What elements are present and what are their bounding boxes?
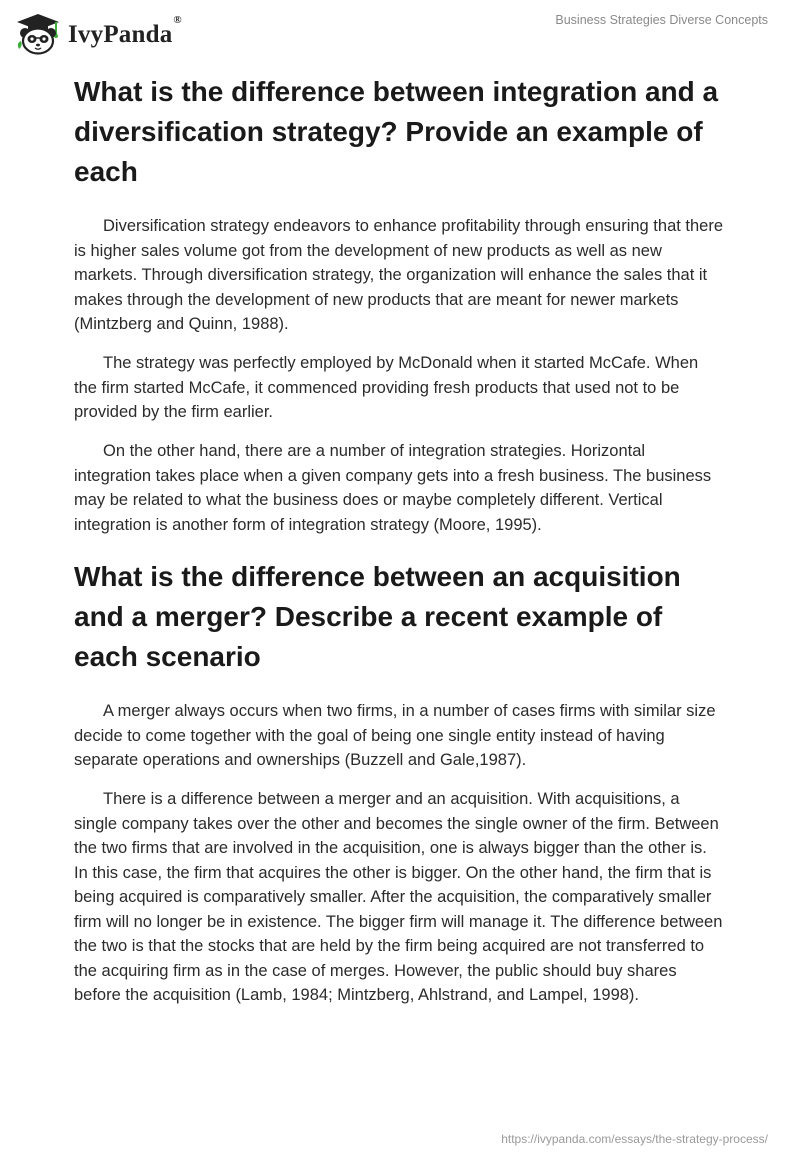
source-url-link[interactable]: https://ivypanda.com/essays/the-strategy-process/ xyxy=(501,1132,768,1146)
page-header xyxy=(0,0,800,70)
ivypanda-logo[interactable] xyxy=(14,8,182,60)
section-heading: What is the difference between an acquisition and a merger? Describe a recent example of each scenario xyxy=(74,561,681,672)
essay-content xyxy=(74,72,724,1022)
section-integration-diversification xyxy=(74,72,724,537)
document-title: Business Strategies Diverse Concepts xyxy=(555,13,768,27)
section-acquisition-merger xyxy=(74,557,724,1008)
panda-graduate-icon xyxy=(14,13,62,55)
paragraph: There is a difference between a merger and an acquisition. With acquisitions, a single company takes over the other and becomes the single owner of the firm. Between the two firms that are involved in the acquisition, one is always bigger than the other is. In this case, the firm that acquires the other is bigger. On the other hand, the firm that is being acquired is comparatively smaller. After the acquisition, the comparatively smaller firm will no longer be in existence. The bigger firm will manage it. The difference between the two is that the stocks that are held by the firm being acquired are not transferred to the acquiring firm as in the case of merges. However, the public should buy shares before the acquisition (Lamb, 1984; Mintzberg, Ahlstrand, and Lampel, 1998). xyxy=(74,790,723,1004)
registered-mark: ® xyxy=(173,13,182,26)
paragraph: On the other hand, there are a number of integration strategies. Horizontal integration takes place when a given company gets into a fresh business. The business may be related to what the business does or maybe completely different. Vertical integration is another form of integration strategy (Moore, 1995). xyxy=(74,442,712,534)
section-heading: What is the difference between integration and a diversification strategy? Provide an example of each xyxy=(74,76,719,187)
paragraph: The strategy was perfectly employed by McDonald when it started McCafe. When the firm started McCafe, it commenced providing fresh products that used not to be provided by the firm earlier. xyxy=(74,354,699,421)
paragraph: A merger always occurs when two firms, in a number of cases firms with similar size decide to come together with the goal of being one single entity instead of having separate operations and ownerships (Buzzell and Gale,1987). xyxy=(74,702,716,769)
brand-name: IvyPanda® xyxy=(68,13,182,48)
paragraph: Diversification strategy endeavors to enhance profitability through ensuring that there is higher sales volume got from the development of new products as well as new markets. Through diversification strategy, the organization will enhance the sales that it makes through the development of new products that are meant for newer markets (Mintzberg and Quinn, 1988). xyxy=(74,217,724,333)
